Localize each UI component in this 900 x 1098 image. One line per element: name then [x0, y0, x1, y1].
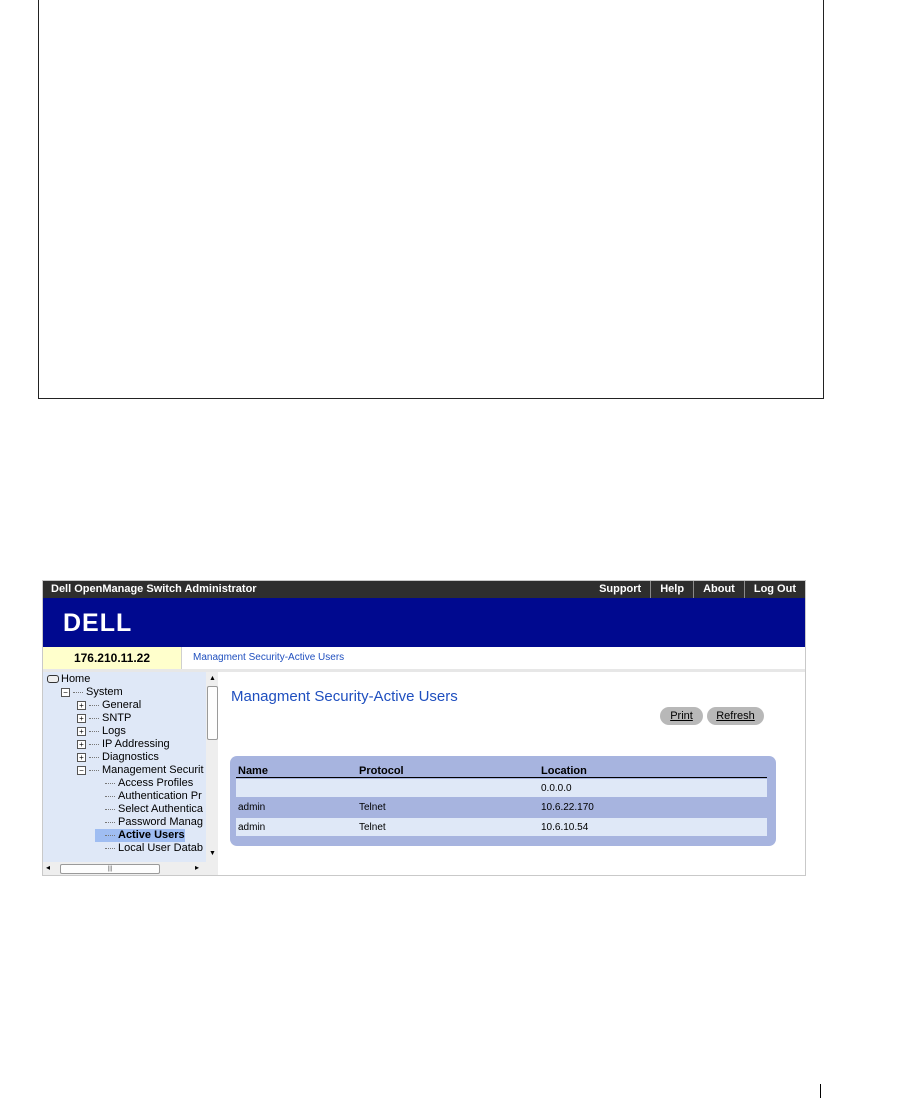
tree-item-label: SNTP	[102, 712, 132, 724]
expand-icon[interactable]: +	[77, 727, 86, 736]
tree-item-label: IP Addressing	[102, 738, 170, 750]
tree-item-label: Authentication Pr	[118, 790, 202, 802]
top-nav	[590, 581, 805, 598]
tree-connector	[105, 835, 115, 836]
navigation-sidebar	[43, 672, 218, 875]
tree-item[interactable]	[95, 790, 202, 803]
tree-connector	[105, 783, 115, 784]
tree-item-label: Select Authentica	[118, 803, 204, 815]
table-row[interactable]	[236, 779, 767, 797]
scroll-left-icon[interactable]: ◂	[46, 863, 51, 872]
tree-item-label: Local User Datab	[118, 842, 203, 854]
info-bar	[43, 647, 805, 672]
cell-protocol: Telnet	[359, 822, 386, 833]
tree-item-label: Logs	[102, 725, 126, 737]
tree-connector	[89, 705, 99, 706]
device-ip: 176.210.11.22	[43, 647, 182, 669]
tree-connector	[73, 692, 83, 693]
nav-logout-link[interactable]: Log Out	[744, 581, 805, 598]
tree-item[interactable]	[61, 686, 123, 699]
column-header-protocol: Protocol	[359, 765, 404, 777]
cell-location: 0.0.0.0	[541, 783, 572, 794]
cell-name: admin	[238, 822, 266, 833]
expand-icon[interactable]: +	[77, 740, 86, 749]
main-content	[219, 672, 805, 875]
blank-frame	[38, 0, 824, 399]
nav-support-link[interactable]: Support	[599, 583, 642, 595]
horizontal-scroll-thumb[interactable]: |||	[60, 864, 160, 874]
cell-location: 10.6.10.54	[541, 822, 589, 833]
tree-item[interactable]	[77, 712, 131, 725]
column-header-name: Name	[238, 765, 268, 777]
tree-connector	[89, 770, 99, 771]
tree-item-label: System	[86, 686, 123, 698]
tree-item-label: Access Profiles	[118, 777, 194, 789]
tree-item-label: Home	[61, 673, 91, 685]
tree-connector	[105, 796, 115, 797]
title-bar	[43, 581, 805, 598]
tree-item[interactable]	[95, 842, 203, 855]
page-title: Managment Security-Active Users	[231, 688, 458, 705]
home-icon	[47, 675, 59, 683]
nav-about-link[interactable]: About	[693, 581, 744, 598]
tree-item[interactable]	[77, 764, 204, 777]
tree-connector	[89, 731, 99, 732]
tree-item[interactable]	[77, 738, 170, 751]
switch-admin-screenshot	[42, 580, 806, 876]
tree-item[interactable]	[95, 829, 185, 842]
scroll-up-icon[interactable]: ▲	[209, 675, 216, 682]
cell-name: admin	[238, 802, 266, 813]
active-users-table	[230, 756, 776, 846]
tree-item[interactable]	[77, 699, 141, 712]
tree-item-label: Active Users	[118, 829, 185, 841]
column-header-location: Location	[541, 765, 587, 777]
brand-bar	[43, 598, 805, 647]
cell-protocol: Telnet	[359, 802, 386, 813]
expand-icon[interactable]: +	[77, 714, 86, 723]
vertical-scroll-thumb[interactable]	[207, 686, 218, 740]
collapse-icon[interactable]: −	[61, 688, 70, 697]
tree-item-label: General	[102, 699, 142, 711]
tree-item[interactable]	[95, 803, 203, 816]
scroll-right-icon[interactable]: ▸	[195, 863, 200, 872]
breadcrumb: Managment Security-Active Users	[193, 652, 345, 663]
tree-item[interactable]	[47, 673, 90, 686]
tree-connector	[105, 809, 115, 810]
expand-icon[interactable]: +	[77, 701, 86, 710]
tree-item-label: Management Securit	[102, 764, 204, 776]
print-button[interactable]: Print	[660, 707, 703, 725]
refresh-button[interactable]: Refresh	[707, 707, 764, 725]
nav-help-link[interactable]: Help	[650, 581, 693, 598]
tree-connector	[89, 744, 99, 745]
dell-logo: DELL	[63, 609, 133, 637]
app-title: Dell OpenManage Switch Administrator	[51, 583, 257, 595]
horizontal-scrollbar[interactable]	[43, 862, 218, 875]
tree-item[interactable]	[95, 777, 193, 790]
header-divider	[236, 777, 767, 778]
tree-item[interactable]	[77, 751, 159, 764]
tree-connector	[105, 848, 115, 849]
table-row[interactable]	[236, 798, 767, 816]
tree-item[interactable]	[95, 816, 203, 829]
tree-item-label: Diagnostics	[102, 751, 159, 763]
tree-connector	[89, 757, 99, 758]
collapse-icon[interactable]: −	[77, 766, 86, 775]
page-margin-marker	[820, 1084, 821, 1098]
tree-item[interactable]	[77, 725, 126, 738]
table-row[interactable]	[236, 818, 767, 836]
nav-tree	[43, 672, 206, 862]
scroll-down-icon[interactable]: ▼	[209, 850, 216, 857]
expand-icon[interactable]: +	[77, 753, 86, 762]
cell-location: 10.6.22.170	[541, 802, 594, 813]
vertical-scrollbar[interactable]	[206, 672, 218, 862]
tree-connector	[89, 718, 99, 719]
tree-connector	[105, 822, 115, 823]
tree-item-label: Password Manag	[118, 816, 203, 828]
